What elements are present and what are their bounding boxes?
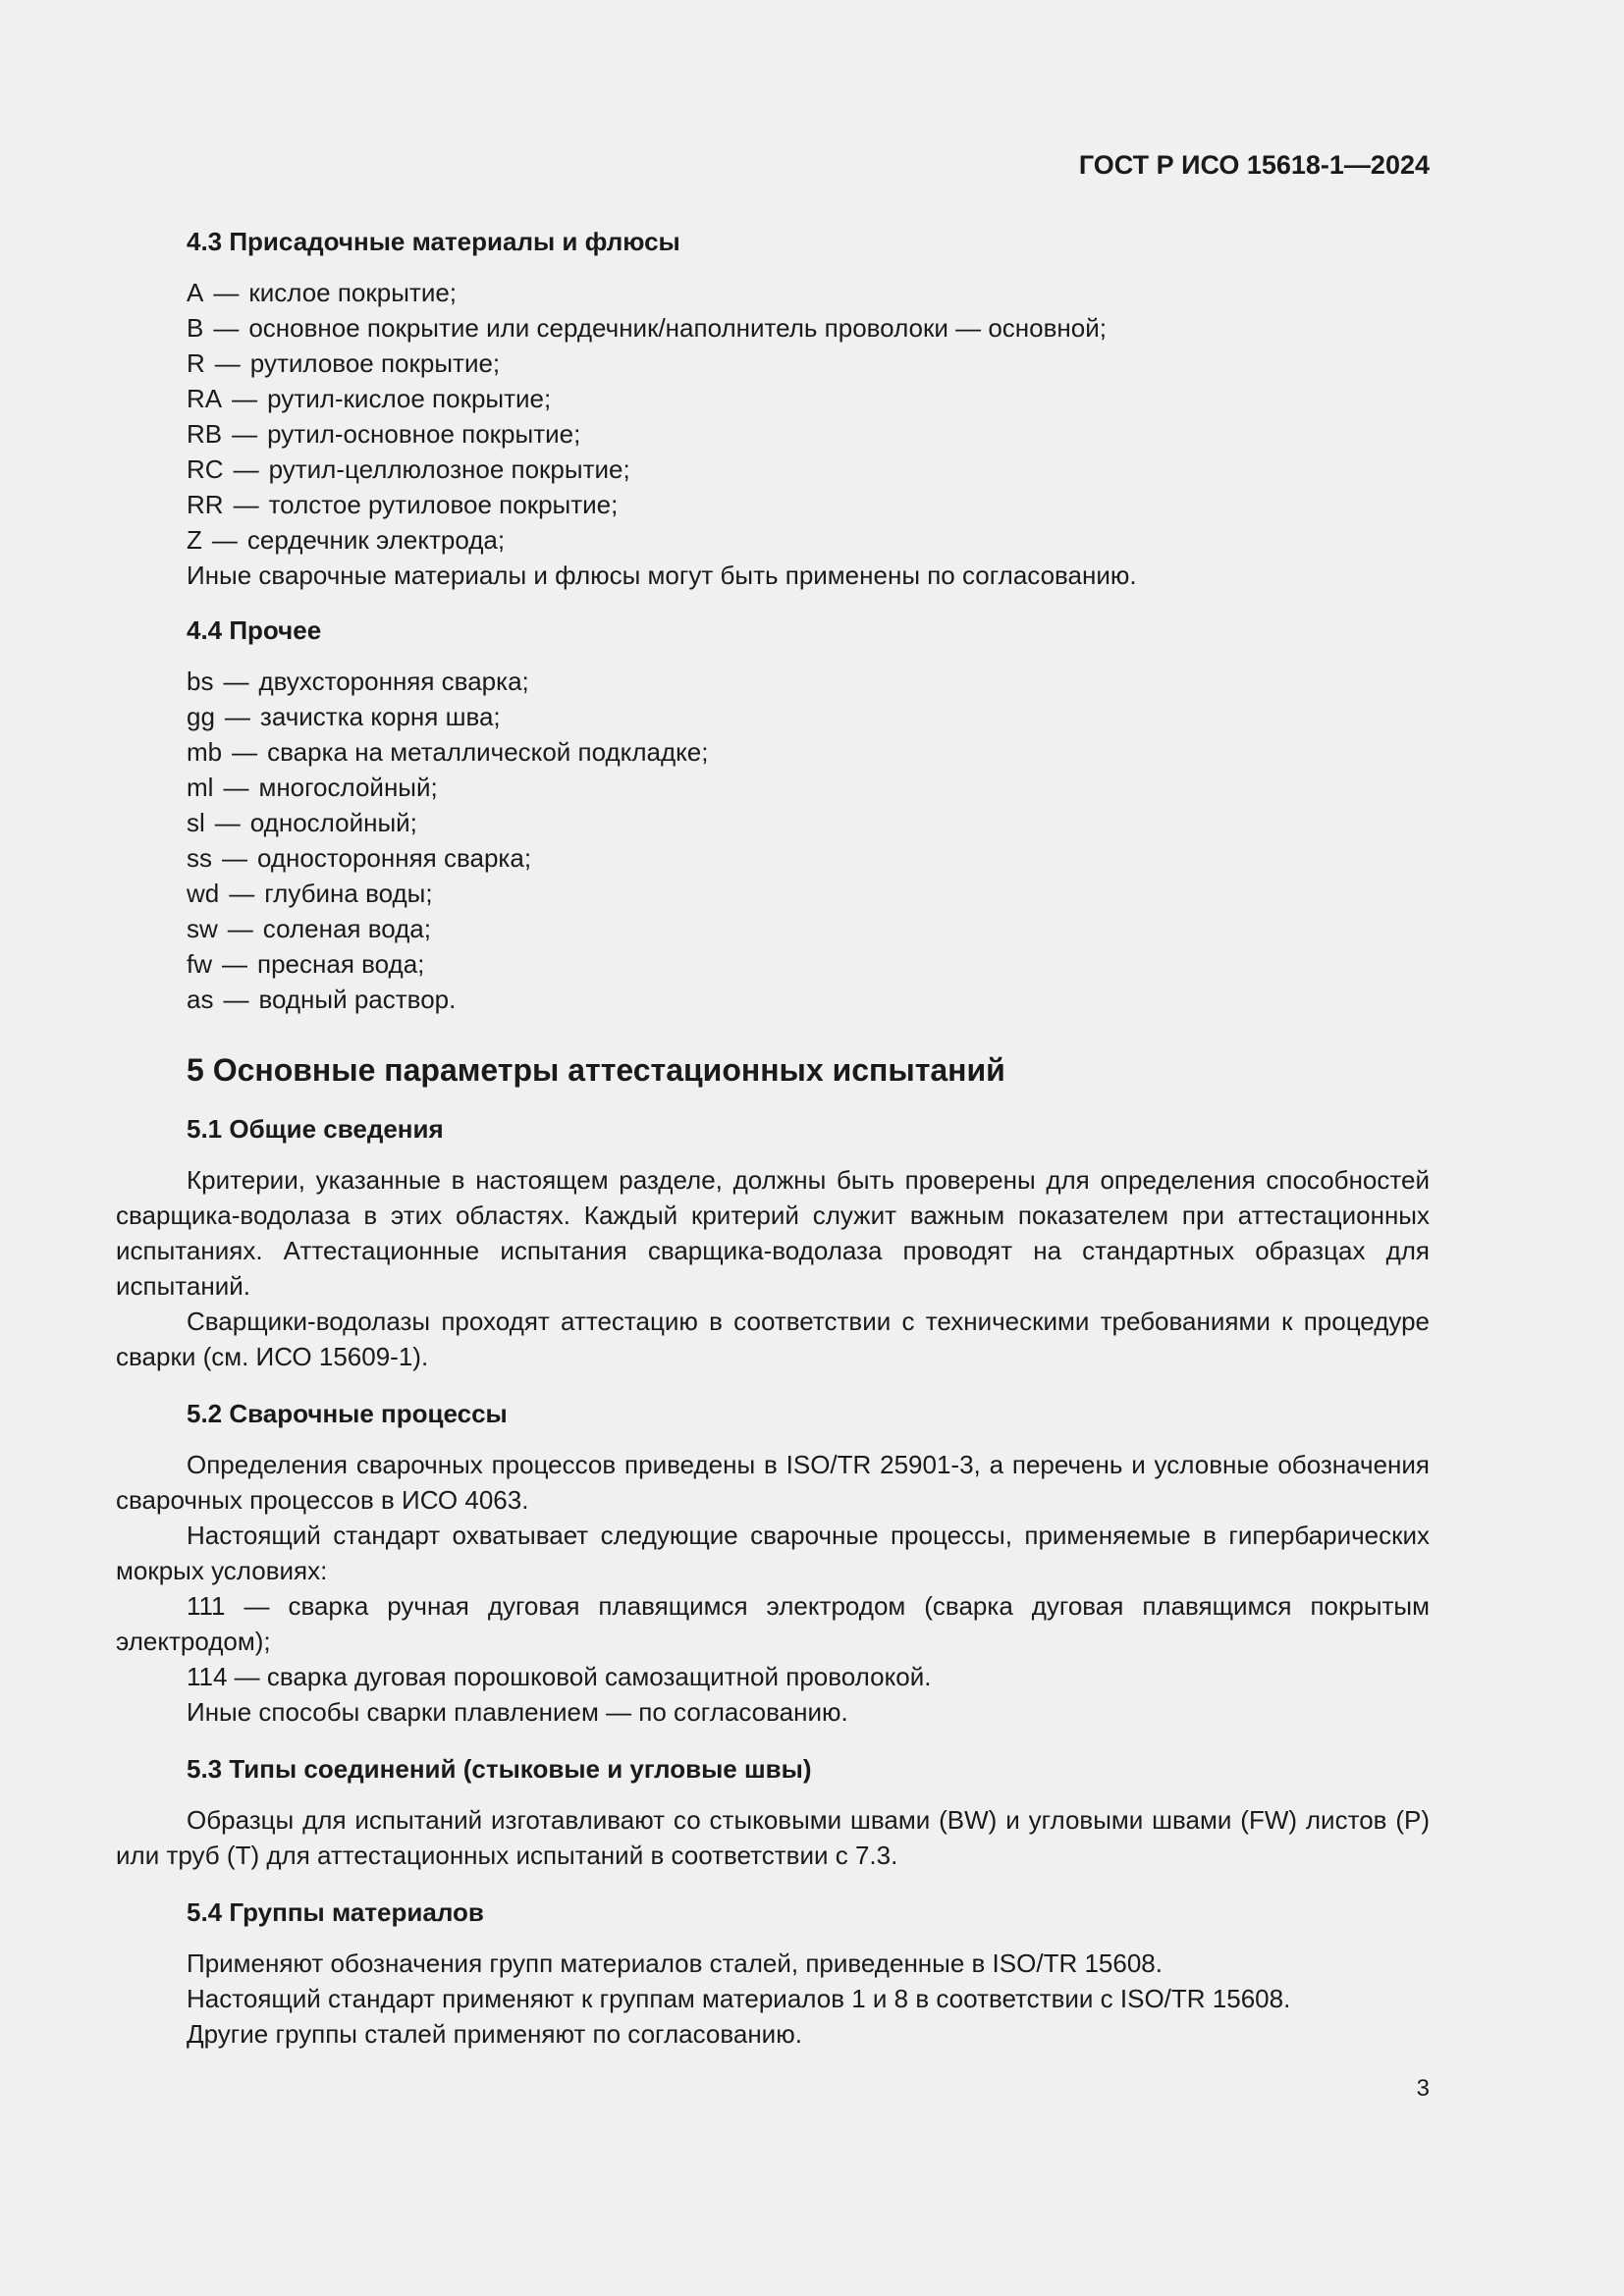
term-text: водный раствор. bbox=[258, 985, 457, 1014]
section-5-3-title: 5.3 Типы соединений (стыковые и угловые швы) bbox=[187, 1754, 812, 1784]
term-text: сварка на металлической подкладке; bbox=[267, 737, 709, 767]
term-code: A bbox=[187, 278, 204, 307]
term-code: Z bbox=[187, 525, 202, 555]
term-text: рутил-основное покрытие; bbox=[267, 419, 581, 449]
term-text: рутил-кислое покрытие; bbox=[267, 384, 552, 413]
term-code: wd bbox=[187, 879, 220, 908]
section-4-4-list bbox=[187, 664, 1430, 1017]
term-text: зачистка корня шва; bbox=[259, 702, 501, 731]
section-5-title: 5 Основные параметры аттестационных испытаний bbox=[187, 1052, 1005, 1088]
paragraph: Настоящий стандарт применяют к группам материалов 1 и 8 в соответствии с ISO/TR 15608. bbox=[187, 1984, 1291, 2013]
paragraph: Применяют обозначения групп материалов сталей, приведенные в ISO/TR 15608. bbox=[187, 1949, 1163, 1978]
list-item: RR — толстое рутиловое покрытие; bbox=[187, 490, 619, 519]
term-text: глубина воды; bbox=[264, 879, 433, 908]
term-code: mb bbox=[187, 737, 223, 767]
page-body bbox=[116, 224, 1430, 2052]
paragraph: Иные способы сварки плавлением — по согласованию. bbox=[187, 1697, 848, 1727]
section-5-3-body bbox=[116, 1802, 1430, 1873]
term-text: многослойный; bbox=[258, 773, 438, 802]
section-5-2-body bbox=[116, 1447, 1430, 1730]
paragraph: Настоящий стандарт охватывает следующие сварочные процессы, применяемые в гипербарических мокрых условиях: bbox=[116, 1521, 1430, 1585]
page-number: 3 bbox=[1416, 2075, 1430, 2102]
list-item: fw — пресная вода; bbox=[187, 949, 425, 979]
list-item: wd — глубина воды; bbox=[187, 879, 433, 908]
term-text: рутиловое покрытие; bbox=[249, 348, 501, 378]
list-item: sl — однослойный; bbox=[187, 808, 417, 837]
section-4-4-title: 4.4 Прочее bbox=[187, 615, 322, 645]
list-item: bs — двухсторонняя сварка; bbox=[187, 667, 529, 696]
term-code: R bbox=[187, 348, 205, 378]
term-text: соленая вода; bbox=[262, 914, 431, 943]
section-5-2-title: 5.2 Сварочные процессы bbox=[187, 1399, 508, 1428]
section-5-4-title: 5.4 Группы материалов bbox=[187, 1897, 484, 1927]
list-item: A — кислое покрытие; bbox=[187, 278, 458, 307]
paragraph: 114 — сварка дуговая порошковой самозащитной проволокой. bbox=[187, 1662, 932, 1691]
term-code: RA bbox=[187, 384, 223, 413]
paragraph: Сварщики-водолазы проходят аттестацию в соответствии с техническими требованиями к процедуре сварки (см. ИСО 15609-1). bbox=[116, 1307, 1430, 1371]
list-item: ss — односторонняя сварка; bbox=[187, 843, 532, 873]
term-code: RR bbox=[187, 490, 224, 519]
paragraph: Другие группы сталей применяют по согласованию. bbox=[187, 2019, 802, 2049]
paragraph: Критерии, указанные в настоящем разделе, должны быть проверены для определения способностей сварщика-водолаза в этих областях. Каждый критерий служит важным показателем при аттестационных испытаниях. Аттестационные испытания сварщика-водолаза проводят на стандартных образцах для испытаний. bbox=[116, 1165, 1430, 1301]
list-item: ml — многослойный; bbox=[187, 773, 438, 802]
term-code: ss bbox=[187, 843, 212, 873]
term-code: fw bbox=[187, 949, 212, 979]
term-text: сердечник электрода; bbox=[246, 525, 506, 555]
section-4-3-note: Иные сварочные материалы и флюсы могут быть применены по согласованию. bbox=[187, 561, 1137, 590]
section-4-3-title: 4.3 Присадочные материалы и флюсы bbox=[187, 227, 680, 256]
term-code: RB bbox=[187, 419, 223, 449]
term-code: gg bbox=[187, 702, 215, 731]
paragraph: 111 — сварка ручная дуговая плавящимся электродом (сварка дуговая плавящимся покрытым электродом); bbox=[116, 1591, 1430, 1656]
term-text: рутил-целлюлозное покрытие; bbox=[268, 454, 630, 484]
term-code: sw bbox=[187, 914, 218, 943]
section-5-1-title: 5.1 Общие сведения bbox=[187, 1114, 444, 1144]
paragraph: Определения сварочных процессов приведены в ISO/TR 25901-3, а перечень и условные обозначения сварочных процессов в ИСО 4063. bbox=[116, 1450, 1430, 1515]
term-text: пресная вода; bbox=[257, 949, 425, 979]
term-code: bs bbox=[187, 667, 214, 696]
term-code: sl bbox=[187, 808, 205, 837]
list-item: RB — рутил-основное покрытие; bbox=[187, 419, 581, 449]
term-text: толстое рутиловое покрытие; bbox=[268, 490, 619, 519]
term-text: двухсторонняя сварка; bbox=[258, 667, 529, 696]
term-text: кислое покрытие; bbox=[248, 278, 458, 307]
list-item: sw — соленая вода; bbox=[187, 914, 431, 943]
term-code: RC bbox=[187, 454, 224, 484]
term-text: основное покрытие или сердечник/наполнитель проволоки — основной; bbox=[248, 313, 1107, 343]
list-item: mb — сварка на металлической подкладке; bbox=[187, 737, 709, 767]
list-item: R — рутиловое покрытие; bbox=[187, 348, 501, 378]
list-item: Z — сердечник электрода; bbox=[187, 525, 506, 555]
paragraph: Образцы для испытаний изготавливают со стыковыми швами (BW) и угловыми швами (FW) листов (Р) или труб (Т) для аттестационных испытаний в соответствии с 7.3. bbox=[116, 1805, 1430, 1870]
term-code: B bbox=[187, 313, 204, 343]
term-text: однослойный; bbox=[249, 808, 417, 837]
section-5-1-body bbox=[116, 1162, 1430, 1374]
list-item: RA — рутил-кислое покрытие; bbox=[187, 384, 552, 413]
section-5-4-body bbox=[116, 1946, 1430, 2052]
list-item: B — основное покрытие или сердечник/наполнитель проволоки — основной; bbox=[187, 313, 1107, 343]
term-text: односторонняя сварка; bbox=[257, 843, 532, 873]
list-item: as — водный раствор. bbox=[187, 985, 457, 1014]
term-code: as bbox=[187, 985, 214, 1014]
term-code: ml bbox=[187, 773, 214, 802]
document-code: ГОСТ Р ИСО 15618-1—2024 bbox=[1078, 150, 1430, 180]
section-4-3-list bbox=[187, 275, 1430, 593]
list-item: gg — зачистка корня шва; bbox=[187, 702, 501, 731]
list-item: RC — рутил-целлюлозное покрытие; bbox=[187, 454, 630, 484]
